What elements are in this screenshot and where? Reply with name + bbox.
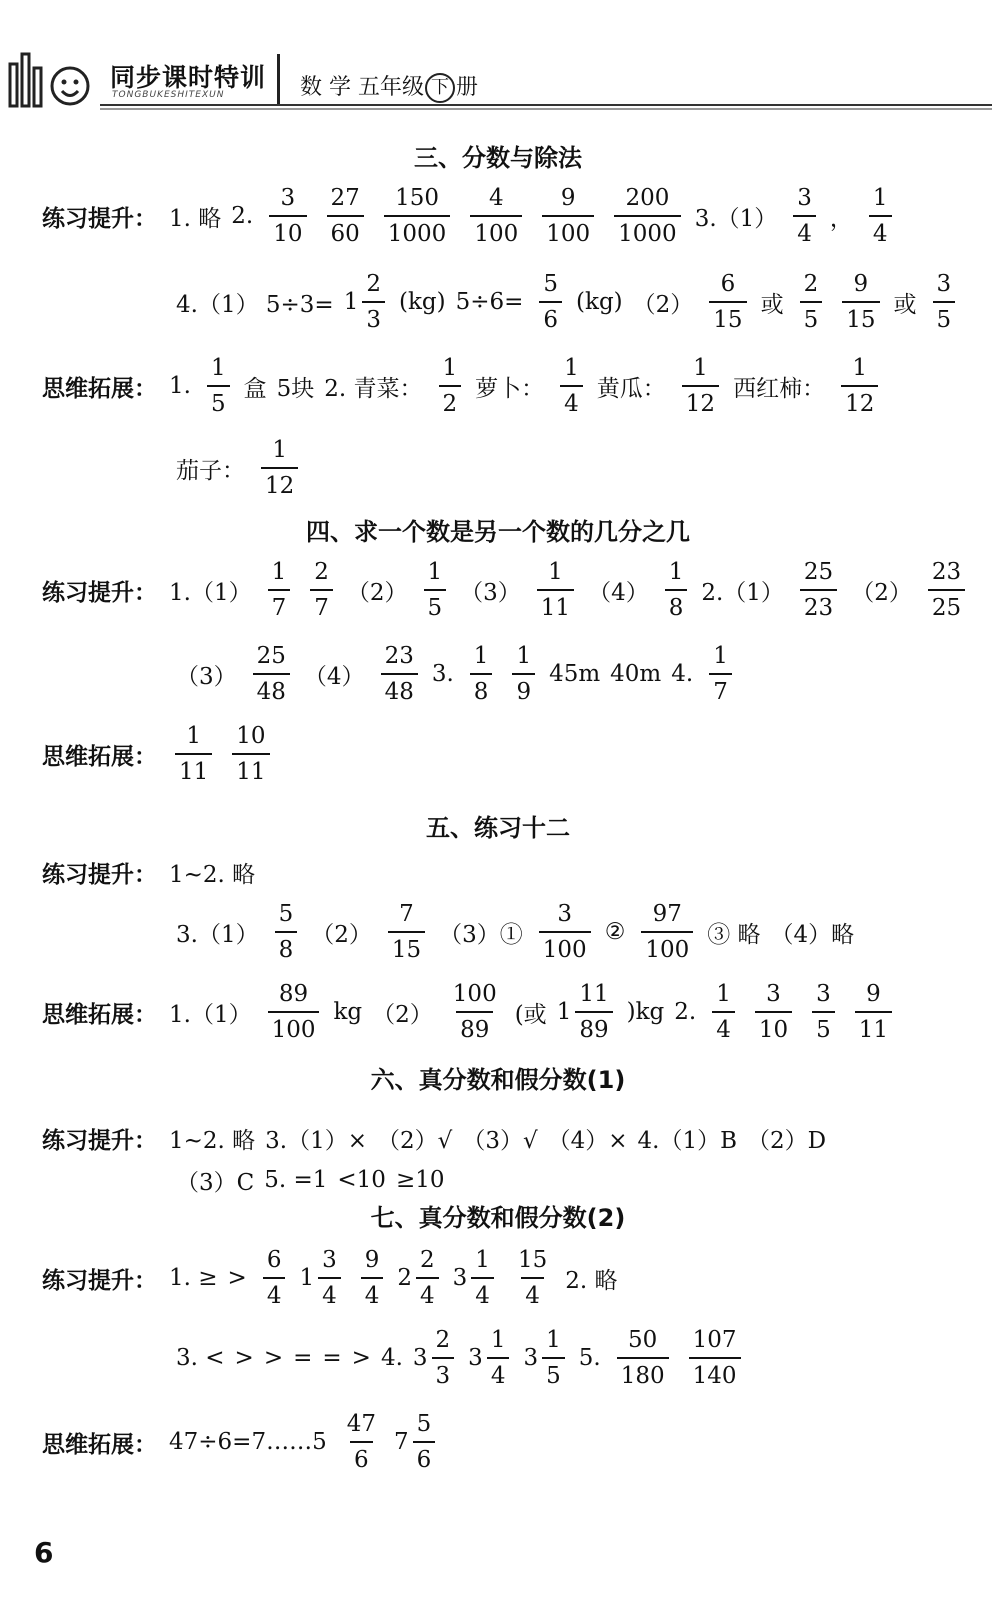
numerator: 1 (271, 559, 287, 585)
answer-text: <10 (337, 1167, 386, 1193)
denominator: 4 (487, 1357, 510, 1391)
fraction (424, 557, 447, 623)
numerator: 2 (420, 1247, 435, 1273)
denominator: 12 (261, 467, 298, 501)
answer-text: (kg) (398, 289, 446, 315)
numerator: 3 (322, 1247, 337, 1273)
answer-text: 西红柿： (733, 375, 826, 402)
answer-text: （3）C (176, 1169, 255, 1196)
section-title: 五、练习十二 (426, 814, 570, 842)
row-label: 练习提升： (42, 861, 157, 888)
whole-part: 3 (468, 1345, 483, 1371)
numerator: 10 (236, 723, 266, 749)
answer-row (42, 714, 284, 794)
answer-text: 盒 (243, 375, 267, 402)
answer-text: > (263, 1345, 284, 1371)
numerator: 1 (516, 643, 532, 669)
answer-text: （3） (176, 663, 237, 690)
answer-row (42, 972, 906, 1052)
answer-text: 1~2. 略 (169, 861, 256, 888)
numerator: 1 (548, 559, 563, 585)
fraction (388, 899, 425, 965)
answer-text: 4. (671, 661, 694, 687)
denominator: 9 (512, 673, 535, 707)
answer-text: 2. 青菜： (324, 375, 423, 402)
fraction (682, 353, 719, 419)
volume-circled-char: 下 (425, 73, 455, 103)
fraction (709, 269, 746, 335)
numerator: 2 (366, 271, 381, 297)
denominator: 11 (537, 589, 574, 623)
denominator: 48 (381, 673, 418, 707)
denominator: 4 (560, 385, 583, 419)
numerator: 1 (272, 437, 287, 463)
fraction (869, 183, 892, 249)
answer-text: = (322, 1345, 342, 1371)
numerator: 9 (866, 981, 881, 1007)
denominator: 89 (456, 1011, 493, 1045)
denominator: 6 (539, 301, 562, 335)
whole-part: 3 (523, 1345, 539, 1371)
fraction (263, 1245, 286, 1311)
denominator: 60 (327, 215, 364, 249)
fraction (362, 269, 385, 335)
fraction (933, 269, 956, 335)
numerator: 150 (395, 185, 439, 211)
row-label: 思维拓展： (42, 1431, 157, 1458)
denominator: 1000 (614, 215, 681, 249)
numerator: 1 (693, 355, 708, 381)
numerator: 1 (186, 723, 201, 749)
whole-part: 3 (412, 1345, 428, 1371)
answer-text: ③ 略 (707, 921, 761, 948)
answer-text: （4） (588, 579, 649, 606)
mixed-number (453, 1245, 494, 1311)
header-rule (100, 104, 992, 106)
denominator: 8 (665, 589, 688, 623)
answer-text: （2） (632, 291, 694, 318)
numerator: 1 (872, 185, 888, 211)
fraction (689, 1325, 741, 1391)
answer-row (42, 176, 906, 256)
whole-part: 1 (299, 1265, 315, 1291)
numerator: 11 (579, 981, 609, 1007)
book-logo-icon (6, 44, 98, 110)
fraction (310, 557, 333, 623)
fraction (800, 269, 823, 335)
denominator: 89 (575, 1011, 612, 1045)
whole-part: 1 (556, 999, 572, 1025)
row-label: 思维拓展： (42, 375, 157, 402)
answer-text: 4.（1） 5÷3= (176, 291, 334, 318)
fraction (343, 1409, 380, 1475)
denominator: 15 (842, 301, 879, 335)
fraction (712, 979, 735, 1045)
fraction (261, 435, 298, 501)
numerator: 3 (816, 981, 831, 1007)
answer-row (176, 892, 864, 972)
section-title: 六、真分数和假分数(1) (370, 1066, 626, 1094)
denominator: 3 (362, 301, 385, 335)
numerator: 9 (364, 1247, 380, 1273)
denominator: 5 (542, 1357, 565, 1391)
answer-text: （4）略 (770, 921, 855, 948)
denominator: 4 (471, 1277, 494, 1311)
page-header (0, 0, 996, 120)
denominator: 12 (841, 385, 878, 419)
answer-text: 3. < (176, 1345, 225, 1371)
answer-text: ≥10 (395, 1167, 445, 1193)
fraction (268, 557, 291, 623)
answer-text: 5. =1 (264, 1167, 328, 1193)
denominator: 11 (855, 1011, 892, 1045)
mixed-number (468, 1325, 509, 1391)
numerator: 25 (256, 643, 286, 669)
fraction (641, 899, 693, 965)
numerator: 2 (314, 559, 329, 585)
mixed-number (413, 1325, 454, 1391)
page-number: 6 (34, 1536, 54, 1569)
answer-text: （3）√ (462, 1127, 538, 1154)
answer-text: ， (829, 205, 853, 232)
numerator: 47 (346, 1411, 376, 1437)
fraction (665, 557, 688, 623)
header-divider (277, 54, 280, 104)
answer-text: 或 (760, 291, 784, 318)
numerator: 2 (803, 271, 819, 297)
answer-text: 或 (893, 291, 917, 318)
answer-text: 萝卜： (475, 375, 545, 402)
answer-text: 45m (549, 661, 601, 687)
denominator: 15 (388, 931, 425, 965)
whole-part: 2 (397, 1265, 413, 1291)
fraction (470, 183, 522, 249)
whole-part: 7 (394, 1429, 409, 1455)
denominator: 4 (521, 1277, 544, 1311)
denominator: 4 (318, 1277, 341, 1311)
fraction (471, 1245, 494, 1311)
numerator: 1 (490, 1327, 506, 1353)
fraction (512, 641, 535, 707)
numerator: 3 (797, 185, 812, 211)
numerator: 9 (560, 185, 576, 211)
row-label: 练习提升： (42, 1127, 157, 1154)
numerator: 3 (936, 271, 952, 297)
numerator: 3 (766, 981, 781, 1007)
brand-subtitle: TONGBUKESHITEXUN (112, 90, 225, 100)
denominator: 25 (928, 589, 965, 623)
fraction (253, 641, 290, 707)
denominator: 6 (413, 1441, 436, 1475)
fraction (318, 1245, 341, 1311)
mixed-number (557, 979, 613, 1045)
fraction (175, 721, 212, 787)
answer-text: = (293, 1345, 313, 1371)
fraction (232, 721, 269, 787)
fraction (384, 183, 451, 249)
denominator: 5 (933, 301, 956, 335)
numerator: 15 (517, 1247, 548, 1273)
denominator: 23 (800, 589, 837, 623)
denominator: 3 (432, 1357, 455, 1391)
answer-text: ② (604, 919, 626, 945)
denominator: 2 (439, 385, 462, 419)
answer-text: 3.（1）× (265, 1127, 368, 1154)
numerator: 1 (564, 355, 579, 381)
numerator: 1 (668, 559, 684, 585)
answer-text: (或 (514, 1001, 547, 1028)
answer-text: 3.（1） (694, 205, 778, 232)
mixed-number (394, 1409, 435, 1475)
answer-row (176, 428, 312, 508)
numerator: 1 (546, 1327, 561, 1353)
answer-text: > (227, 1265, 247, 1291)
denominator: 4 (869, 215, 892, 249)
answer-text: 5块 (276, 375, 315, 402)
denominator: 140 (689, 1357, 741, 1391)
numerator: 27 (330, 185, 360, 211)
fraction (539, 269, 562, 335)
numerator: 1 (210, 355, 226, 381)
answer-row (176, 634, 746, 714)
numerator: 1 (852, 355, 868, 381)
answer-text: 2. 略 (565, 1267, 618, 1294)
numerator: 107 (692, 1327, 737, 1353)
denominator: 4 (793, 215, 816, 249)
denominator: 4 (361, 1277, 384, 1311)
answer-text: 1.（1） (169, 579, 252, 606)
denominator: 5 (207, 385, 230, 419)
numerator: 1 (716, 981, 731, 1007)
answer-text: kg (333, 999, 363, 1025)
answer-row (176, 262, 969, 342)
subject-grade (300, 70, 478, 103)
denominator: 8 (470, 673, 493, 707)
mixed-number (299, 1245, 340, 1311)
denominator: 12 (682, 385, 719, 419)
answer-text: > (351, 1345, 371, 1371)
fraction (361, 1245, 384, 1311)
fraction (514, 1245, 551, 1311)
fraction (539, 899, 591, 965)
header-rule-thin (100, 108, 992, 110)
answer-text: (kg) (576, 289, 623, 315)
fraction (855, 979, 892, 1045)
denominator: 5 (812, 1011, 835, 1045)
answer-text: 1.（1） (169, 1001, 252, 1028)
denominator: 10 (755, 1011, 792, 1045)
fraction (449, 979, 501, 1045)
numerator: 200 (625, 185, 670, 211)
denominator: 6 (350, 1441, 373, 1475)
denominator: 7 (268, 589, 291, 623)
denominator: 10 (269, 215, 306, 249)
answer-text: （2） (311, 921, 372, 948)
subject-text: 数 学 五年级 (300, 75, 424, 100)
section-title: 四、求一个数是另一个数的几分之几 (306, 518, 690, 546)
answer-row (42, 1402, 449, 1482)
answer-text: 1~2. 略 (169, 1127, 256, 1154)
answer-text: 3.（1） (176, 921, 259, 948)
answer-text: 1. ≥ (169, 1265, 218, 1291)
answer-text: )kg (626, 999, 665, 1025)
answer-text: （3）① (439, 921, 523, 948)
answer-text: （4） (303, 663, 365, 690)
answer-text: 2. (231, 203, 254, 229)
numerator: 7 (399, 901, 414, 927)
denominator: 100 (539, 931, 591, 965)
numerator: 23 (384, 643, 414, 669)
answer-text: > (234, 1345, 254, 1371)
answer-text: （2）D (747, 1127, 827, 1154)
row-label: 练习提升： (42, 1267, 157, 1294)
denominator: 5 (800, 301, 823, 335)
fraction (842, 269, 879, 335)
fraction (542, 183, 594, 249)
numerator: 1 (442, 355, 458, 381)
fraction (542, 1325, 565, 1391)
numerator: 9 (853, 271, 869, 297)
fraction (416, 1245, 439, 1311)
answer-text: 2. (674, 999, 697, 1025)
denominator: 4 (416, 1277, 439, 1311)
fraction (381, 641, 418, 707)
answer-text: （2）√ (377, 1127, 453, 1154)
section-title: 三、分数与除法 (414, 144, 582, 172)
numerator: 2 (435, 1327, 451, 1353)
section-title: 七、真分数和假分数(2) (370, 1204, 626, 1232)
answer-text: 1. (169, 373, 191, 399)
volume-suffix: 册 (456, 75, 479, 100)
mixed-number (397, 1245, 438, 1311)
fraction (928, 557, 965, 623)
fraction (269, 183, 306, 249)
denominator: 100 (641, 931, 693, 965)
fraction (614, 183, 681, 249)
answer-row (176, 1318, 755, 1398)
numerator: 25 (803, 559, 834, 585)
row-label: 练习提升： (42, 579, 157, 606)
denominator: 11 (232, 753, 269, 787)
fraction (268, 979, 320, 1045)
fraction (841, 353, 878, 419)
numerator: 4 (488, 185, 504, 211)
numerator: 89 (278, 981, 309, 1007)
numerator: 5 (416, 1411, 432, 1437)
numerator: 5 (543, 271, 559, 297)
fraction (207, 353, 230, 419)
fraction (575, 979, 612, 1045)
denominator: 180 (617, 1357, 669, 1391)
numerator: 3 (280, 185, 296, 211)
answer-row (42, 1238, 627, 1318)
numerator: 50 (628, 1327, 658, 1353)
fraction (755, 979, 792, 1045)
mixed-number (344, 269, 385, 335)
brand-title: 同步课时特训 (110, 63, 267, 92)
answer-text: 5÷6= (455, 289, 524, 315)
answer-text: （4）× (547, 1127, 628, 1154)
numerator: 6 (266, 1247, 282, 1273)
numerator: 97 (652, 901, 682, 927)
denominator: 15 (709, 301, 746, 335)
fraction (487, 1325, 510, 1391)
row-label: 思维拓展： (42, 743, 157, 770)
fraction (413, 1409, 436, 1475)
answer-row (42, 550, 979, 630)
fraction (537, 557, 574, 623)
whole-part: 1 (343, 289, 359, 315)
answer-text: 2.（1） (701, 579, 784, 606)
numerator: 23 (931, 559, 962, 585)
denominator: 100 (470, 215, 522, 249)
fraction (439, 353, 462, 419)
numerator: 1 (713, 643, 728, 669)
answer-text: 40m (610, 661, 662, 687)
numerator: 1 (473, 643, 489, 669)
denominator: 11 (175, 753, 212, 787)
row-label: 思维拓展： (42, 1001, 157, 1028)
answer-text: 47÷6=7……5 (169, 1429, 327, 1455)
fraction (812, 979, 835, 1045)
answer-text: （2） (372, 1001, 433, 1028)
whole-part: 3 (452, 1265, 468, 1291)
row-label: 练习提升： (42, 205, 157, 232)
answer-text: （2） (346, 579, 408, 606)
denominator: 7 (310, 589, 333, 623)
denominator: 48 (253, 673, 290, 707)
numerator: 5 (278, 901, 294, 927)
denominator: 4 (263, 1277, 286, 1311)
denominator: 5 (424, 589, 447, 623)
denominator: 100 (268, 1011, 320, 1045)
fraction (793, 183, 816, 249)
answer-row (42, 346, 892, 426)
answer-text: （2） (851, 579, 912, 606)
fraction (709, 641, 732, 707)
answer-text: 黄瓜： (596, 375, 666, 402)
numerator: 1 (427, 559, 443, 585)
numerator: 3 (557, 901, 573, 927)
fraction (432, 1325, 455, 1391)
answer-text: 1. 略 (169, 205, 222, 232)
fraction (327, 183, 364, 249)
answer-text: 4. (380, 1345, 403, 1371)
answer-text: 4.（1）B (637, 1127, 738, 1154)
denominator: 4 (712, 1011, 735, 1045)
fraction (617, 1325, 669, 1391)
numerator: 6 (720, 271, 736, 297)
fraction (800, 557, 837, 623)
answer-text: （3） (460, 579, 521, 606)
denominator: 1000 (384, 215, 451, 249)
fraction (470, 641, 493, 707)
numerator: 100 (452, 981, 497, 1007)
answer-text: 3. (431, 661, 454, 687)
fraction (275, 899, 298, 965)
mixed-number (523, 1325, 564, 1391)
numerator: 1 (475, 1247, 490, 1273)
answer-text: 茄子： (176, 457, 245, 484)
denominator: 8 (275, 931, 298, 965)
fraction (560, 353, 583, 419)
denominator: 100 (542, 215, 594, 249)
answer-text: 5. (578, 1345, 601, 1371)
denominator: 7 (709, 673, 732, 707)
